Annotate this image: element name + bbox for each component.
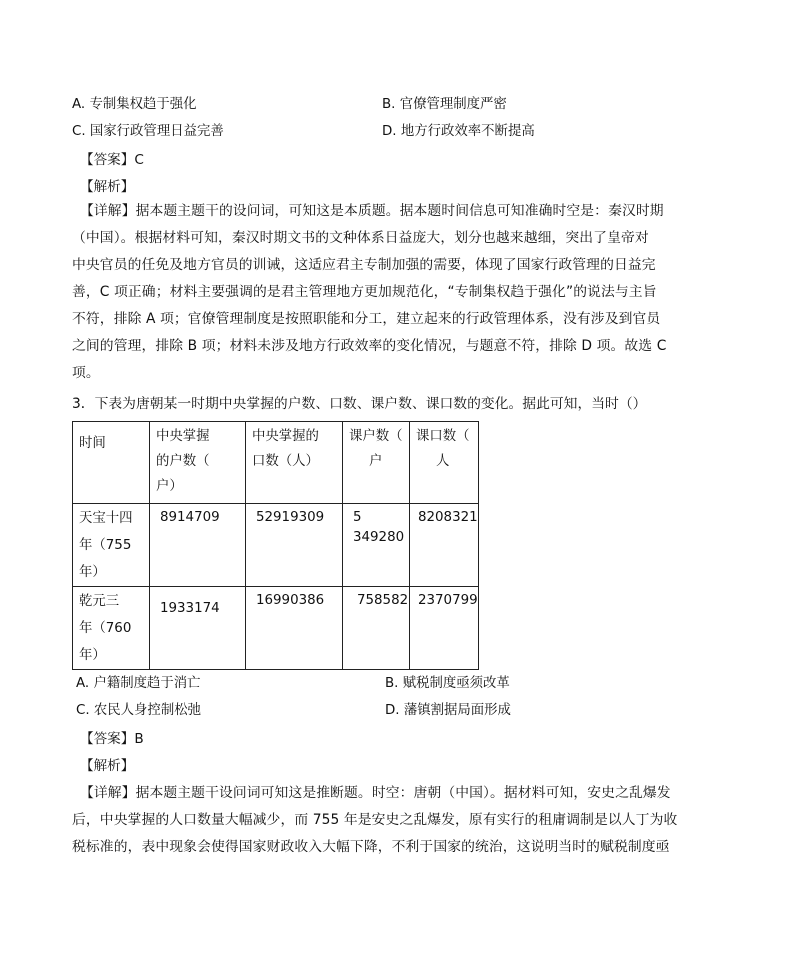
table-row [73,504,479,587]
year-cell: 天宝十四 年（755 年） [73,504,150,587]
detail-line: 项。 [72,365,100,381]
answer-label: 【答案】B [80,731,144,747]
value-cell: 8914709 [150,504,246,587]
value-cell: 1933174 [150,587,246,670]
question-3-stem: 3．下表为唐朝某一时期中央掌握的户数、口数、课户数、课口数的变化。据此可知，当时（） [72,396,647,412]
detail-line: 中央官员的任免及地方官员的训诫，这适应君主专制加强的需要，体现了国家行政管理的日益完 [72,257,656,273]
detail-line: 后，中央掌握的人口数量大幅减少，而 755 年是安史之乱爆发，原有实行的租庸调制是以人丁为收 [72,812,678,828]
option-d: D. 地方行政效率不断提高 [382,124,535,139]
table-header-row [73,422,479,504]
option-c: C. 国家行政管理日益完善 [72,124,224,139]
value-cell: 52919309 [246,504,343,587]
detail-paragraph [72,198,702,387]
value-cell: 5 349280 [343,504,410,587]
option-c: C. 农民人身控制松弛 [76,703,201,718]
detail-line: 【详解】据本题主题干的设问词，可知这是本质题。据本题时间信息可知准确时空是：秦汉时期 [80,203,664,219]
year-cell: 乾元三 年（760 年） [73,587,150,670]
option-b: B. 赋税制度亟须改革 [385,676,510,691]
option-d: D. 藩镇割据局面形成 [385,703,511,718]
detail-line: 不符，排除 A 项；官僚管理制度是按照职能和分工，建立起来的行政管理体系，没有涉及到官员 [72,311,661,327]
header-cell: 中央掌握 的户数（ 户） [150,422,246,504]
header-cell: 中央掌握的 口数（人） [246,422,343,504]
detail-line: （中国）。根据材料可知，秦汉时期文书的文种体系日益庞大，划分也越来越细，突出了皇帝对 [72,230,649,246]
option-a: A. 户籍制度趋于消亡 [76,676,201,691]
option-b: B. 官僚管理制度严密 [382,97,507,112]
value-cell: 2370799 [410,587,479,670]
detail-line: 税标准的，表中现象会使得国家财政收入大幅下降，不利于国家的统治，这说明当时的赋税制度亟 [72,839,670,855]
answer-label: 【答案】C [80,152,144,168]
value-cell: 8208321 [410,504,479,587]
header-cell: 时间 [73,422,150,504]
detail-line: 之间的管理，排除 B 项；材料未涉及地方行政效率的变化情况，与题意不符，排除 D 项。故选 C [72,338,667,354]
option-a: A. 专制集权趋于强化 [72,97,197,112]
value-cell: 16990386 [246,587,343,670]
detail-paragraph [72,780,702,861]
analysis-label: 【解析】 [80,179,135,195]
data-table [72,421,479,670]
analysis-label: 【解析】 [80,758,135,774]
header-cell: 课口数（ 人 [410,422,479,504]
detail-line: 【详解】据本题主题干设问词可知这是推断题。时空：唐朝（中国）。据材料可知，安史之乱爆发 [80,785,671,801]
detail-line: 善，C 项正确；材料主要强调的是君主管理地方更加规范化，“专制集权趋于强化”的说法与主旨 [72,284,657,300]
table-row [73,587,479,670]
value-cell: 758582 [343,587,410,670]
header-cell: 课户数（ 户 [343,422,410,504]
